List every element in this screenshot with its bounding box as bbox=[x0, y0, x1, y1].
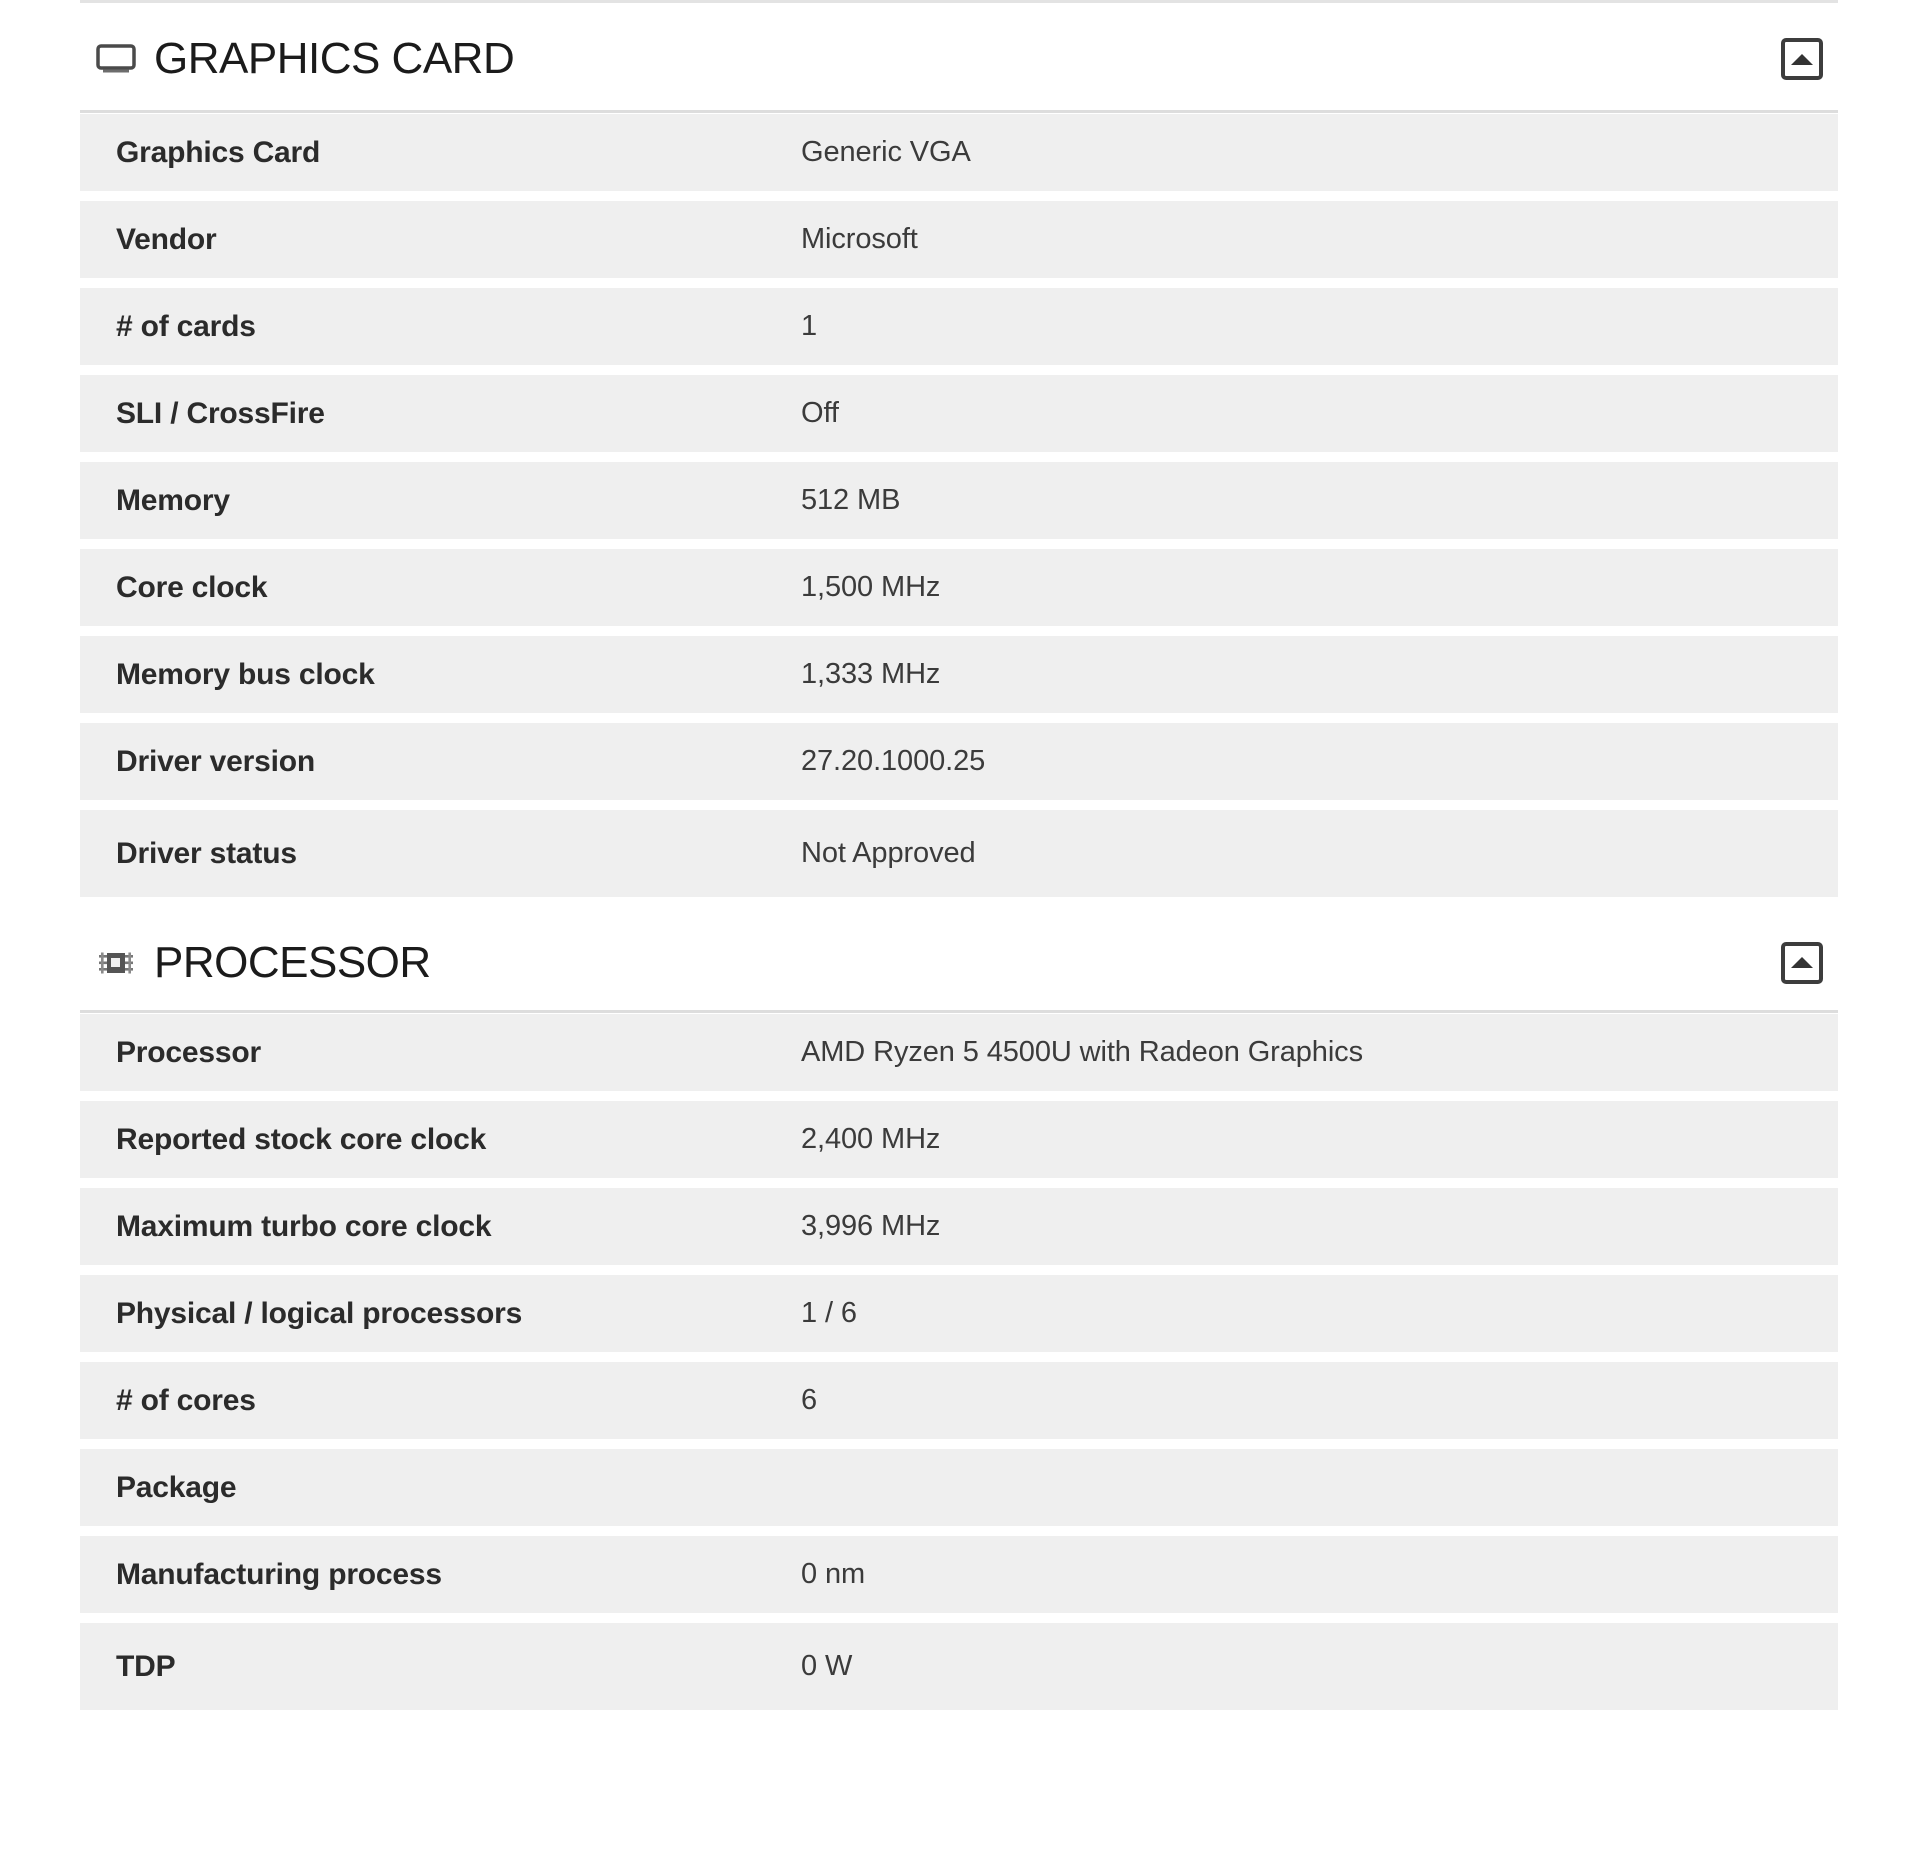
table-row bbox=[80, 723, 1838, 810]
table-row bbox=[80, 1188, 1838, 1275]
section-header-processor[interactable] bbox=[80, 915, 1838, 1013]
table-row bbox=[80, 375, 1838, 462]
table-row bbox=[80, 1101, 1838, 1188]
row-value: Off bbox=[801, 397, 839, 429]
table-row bbox=[80, 201, 1838, 288]
table-row bbox=[80, 1449, 1838, 1536]
cpu-chip-icon bbox=[94, 941, 138, 985]
row-value: 1,500 MHz bbox=[801, 571, 941, 603]
table-row bbox=[80, 1536, 1838, 1623]
table-row bbox=[80, 1014, 1838, 1101]
row-label: Maximum turbo core clock bbox=[116, 1209, 492, 1243]
collapse-button-processor[interactable] bbox=[1781, 942, 1823, 984]
sections-container bbox=[80, 8, 1838, 1710]
row-label: Reported stock core clock bbox=[116, 1122, 487, 1156]
row-value: 0 nm bbox=[801, 1558, 866, 1590]
table-row bbox=[80, 462, 1838, 549]
row-value: 1 bbox=[801, 310, 818, 342]
rows-processor bbox=[80, 1013, 1838, 1710]
row-value: 1,333 MHz bbox=[801, 658, 941, 690]
row-label: Memory bbox=[116, 483, 230, 517]
row-label: Vendor bbox=[116, 222, 217, 256]
panel-bottom-spacer bbox=[80, 1710, 1838, 1721]
row-label: Graphics Card bbox=[116, 135, 321, 169]
table-row bbox=[80, 549, 1838, 636]
section-header-graphics-card[interactable] bbox=[80, 8, 1838, 113]
row-label: TDP bbox=[116, 1649, 176, 1683]
rows-graphics-card bbox=[80, 113, 1838, 897]
row-label: SLI / CrossFire bbox=[116, 396, 325, 430]
row-value: 512 MB bbox=[801, 484, 901, 516]
row-label: Memory bus clock bbox=[116, 657, 375, 691]
row-label: Physical / logical processors bbox=[116, 1296, 523, 1330]
table-row bbox=[80, 810, 1838, 897]
row-value: AMD Ryzen 5 4500U with Radeon Graphics bbox=[801, 1036, 1363, 1068]
table-row bbox=[80, 1275, 1838, 1362]
row-label: Processor bbox=[116, 1035, 261, 1069]
row-value: 0 W bbox=[801, 1650, 853, 1682]
table-row bbox=[80, 636, 1838, 723]
collapse-up-icon bbox=[1791, 54, 1813, 65]
row-value: Generic VGA bbox=[801, 136, 971, 168]
section-processor bbox=[80, 915, 1838, 1710]
spec-panel bbox=[80, 0, 1838, 1721]
row-value: Microsoft bbox=[801, 223, 918, 255]
section-title-graphics-card: GRAPHICS CARD bbox=[154, 34, 515, 83]
row-label: # of cards bbox=[116, 309, 256, 343]
monitor-icon bbox=[94, 37, 138, 81]
section-title-processor: PROCESSOR bbox=[154, 937, 431, 987]
row-label: Driver status bbox=[116, 836, 297, 870]
row-value: 2,400 MHz bbox=[801, 1123, 941, 1155]
row-value: 6 bbox=[801, 1384, 818, 1416]
table-row bbox=[80, 114, 1838, 201]
row-value: 3,996 MHz bbox=[801, 1210, 941, 1242]
row-value: 1 / 6 bbox=[801, 1297, 857, 1329]
collapse-button-graphics-card[interactable] bbox=[1781, 38, 1823, 80]
row-label: # of cores bbox=[116, 1383, 256, 1417]
table-row bbox=[80, 288, 1838, 375]
row-value: Not Approved bbox=[801, 837, 976, 869]
table-row bbox=[80, 1623, 1838, 1710]
row-label: Manufacturing process bbox=[116, 1557, 442, 1591]
row-label: Driver version bbox=[116, 744, 315, 778]
panel-top-divider bbox=[80, 0, 1838, 3]
collapse-up-icon bbox=[1791, 957, 1813, 968]
row-label: Core clock bbox=[116, 570, 268, 604]
row-value: 27.20.1000.25 bbox=[801, 745, 986, 777]
row-label: Package bbox=[116, 1470, 237, 1504]
section-gap bbox=[80, 897, 1838, 915]
section-graphics-card bbox=[80, 8, 1838, 897]
table-row bbox=[80, 1362, 1838, 1449]
